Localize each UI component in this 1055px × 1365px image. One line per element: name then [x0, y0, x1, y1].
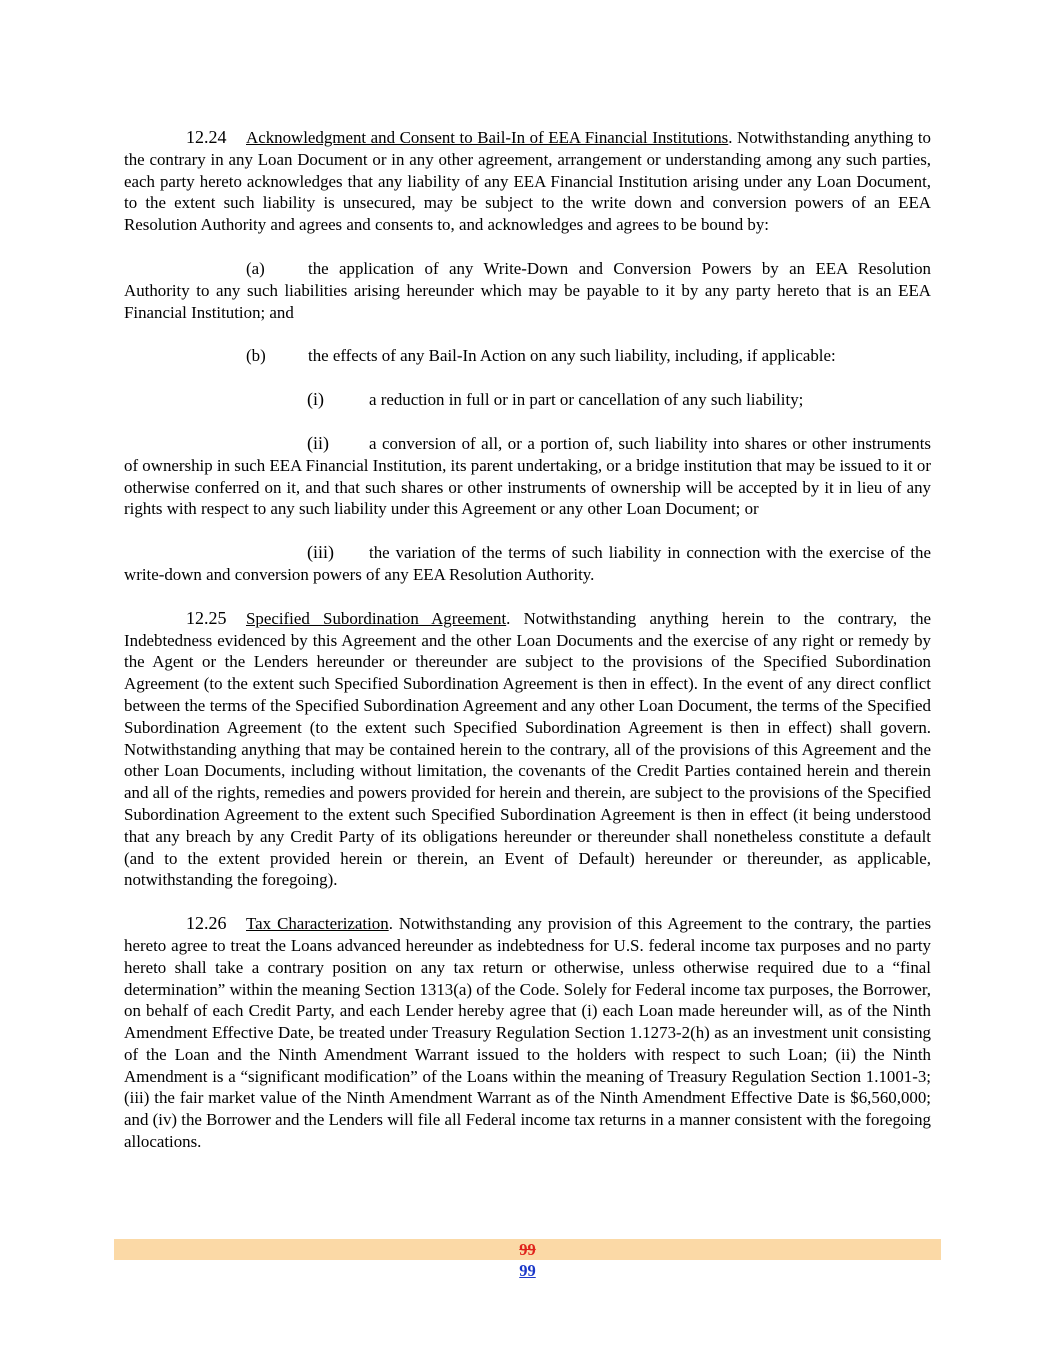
inserted-page-number: 99: [519, 1261, 536, 1280]
clause-a: [124, 258, 931, 323]
clause-text: the variation of the terms of such liability in connection with the exercise of the write-down and conversion powers of any EEA Resolution Authority.: [124, 543, 931, 584]
section-body: . Notwithstanding anything to the contrary in any Loan Document or in any other agreement, arrangement or understanding among any such parties, each party hereto acknowledges that any liability of any EEA Financial Institution arising under any Loan Document, to the extent such liability is unsecured, may be subject to the write down and conversion powers of an EEA Resolution Authority and agrees and consents to, and acknowledges and agrees to be bound by:: [124, 128, 931, 235]
section-number: 12.24: [186, 127, 227, 147]
section-12-25: [124, 608, 931, 891]
clause-text: a reduction in full or in part or cancellation of any such liability;: [369, 390, 804, 410]
clause-label: (iii): [307, 542, 334, 563]
section-heading: Specified Subordination Agreement: [246, 608, 507, 628]
clause-text: the application of any Write-Down and Conversion Powers by an EEA Resolution Authority to any such liabilities arising hereunder which may be payable to it by any party hereto that is an EEA Financial Institution; and: [124, 258, 931, 322]
deleted-page-number: 99: [519, 1240, 536, 1259]
clause-label: (b): [246, 346, 266, 366]
clause-ii: [124, 433, 931, 520]
document-page: [124, 127, 931, 1153]
section-body: . Notwithstanding any provision of this Agreement to the contrary, the parties hereto agree to treat the Loans advanced hereunder as indebtedness for U.S. federal income tax purposes and no party hereto shall take a contrary position on any tax return or otherwise, unless otherwise required due to a “final determination” within the meaning Section 1313(a) of the Code. Solely for Federal income tax purposes, the Borrower, on behalf of each Credit Party, and each Lender hereby agree that (i) each Loan made hereunder will, as of the Ninth Amendment Effective Date, be treated under Treasury Regulation Section 1.1273-2(h) as an investment unit consisting of the Loan and the Ninth Amendment Warrant issued to the holders with respect to such Loan; (ii) the Ninth Amendment is a “significant modification” of the Loans within the meaning of Treasury Regulation Section 1.1001-3; (iii) the fair market value of the Ninth Amendment Warrant as of the Ninth Amendment Effective Date is $6,560,000; and (iv) the Borrower and the Lenders will file all Federal income tax returns in a manner consistent with the foregoing allocations.: [124, 914, 932, 1152]
clause-text: the effects of any Bail-In Action on any such liability, including, if applicable:: [308, 346, 836, 366]
clause-label: (ii): [307, 432, 329, 453]
clause-i: [124, 389, 931, 411]
clause-b: [124, 345, 931, 367]
clause-text: a conversion of all, or a portion of, such liability into shares or other instruments of ownership in such EEA Financial Institution, its parent undertaking, or a bridge institution that may be issued to it or otherwise conferred on it, and that such shares or other instruments of ownership will be accepted by it in lieu of any rights with respect to any such liability under this Agreement or any other Loan Document; or: [124, 433, 931, 519]
section-number: 12.25: [186, 607, 227, 628]
section-12-24: [124, 127, 931, 236]
clause-iii: [124, 542, 931, 586]
section-body: . Notwithstanding anything herein to the contrary, the Indebtedness evidenced by this Agreement and the other Loan Documents and the exercise of any right or remedy by the Agent or the Lenders hereunder or thereunder are subject to the provisions of the Specified Subordination Agreement (to the extent such Specified Subordination Agreement is then in effect). In the event of any direct conflict between the terms of the Specified Subordination Agreement and any other Loan Document, the terms of the Specified Subordination Agreement (to the extent such Specified Subordination Agreement is then in effect) shall govern. Notwithstanding anything that may be contained herein to the contrary, all of the provisions of this Agreement and the other Loan Documents, including without limitation, the covenants of the Credit Parties contained herein and therein and all of the rights, remedies and powers provided for herein and therein, are subject to the provisions of the Specified Subordination Agreement to the extent such Specified Subordination Agreement is then in effect (it being understood that any breach by any Credit Party of its obligations hereunder or thereunder shall nonetheless constitute a default (and to the extent provided herein or therein, an Event of Default) hereunder or thereunder, as applicable, notwithstanding the foregoing).: [124, 608, 932, 890]
section-12-26: [124, 913, 931, 1153]
section-number: 12.26: [186, 913, 227, 934]
section-heading: Tax Characterization: [246, 914, 389, 934]
clause-label: (i): [307, 389, 324, 410]
page-number-band: [114, 1239, 941, 1260]
section-heading: Acknowledgment and Consent to Bail-In of EEA Financial Institutions: [246, 128, 729, 147]
clause-label: (a): [246, 258, 265, 278]
